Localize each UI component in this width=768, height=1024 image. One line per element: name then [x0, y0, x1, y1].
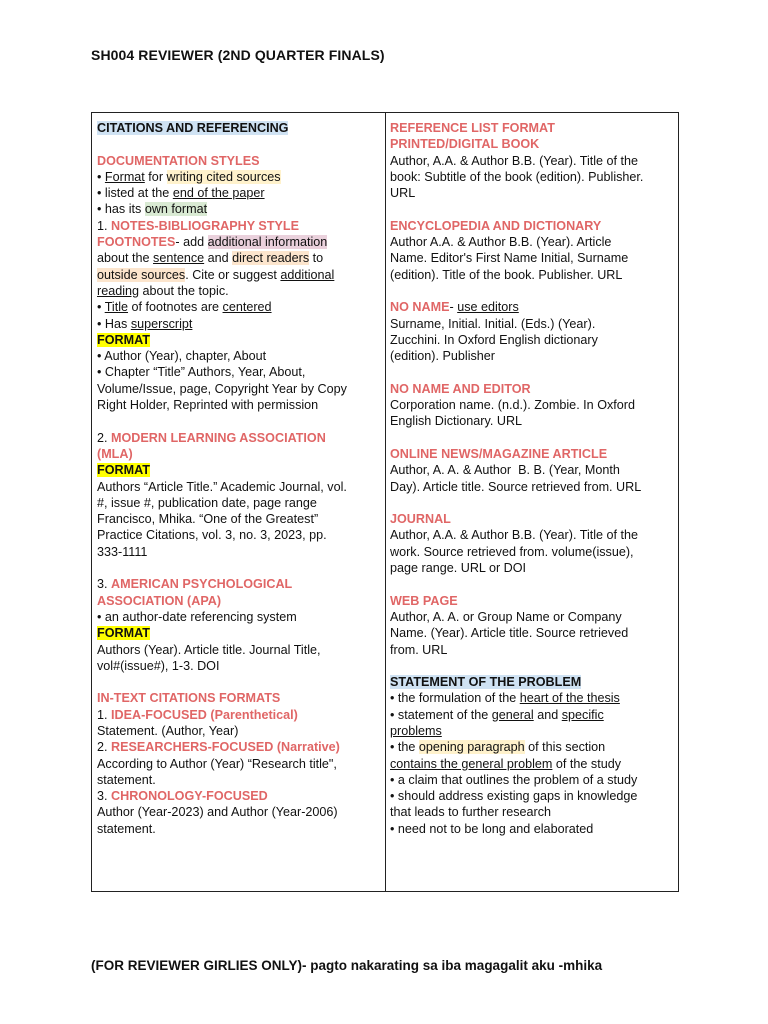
text-line: about the sentence and direct readers to	[97, 251, 324, 266]
section-heading: REFERENCE LIST FORMAT	[390, 121, 555, 135]
text-line: contains the general problem of the study	[390, 756, 622, 771]
text-line: Author, A.A. & Author B.B. (Year). Title of the	[390, 528, 639, 543]
text-line: According to Author (Year) “Research title",	[97, 756, 337, 771]
text-line: Right Holder, Reprinted with permission	[97, 398, 319, 413]
text-line: Authors (Year). Article title. Journal Title,	[97, 642, 321, 657]
text-line: Practice Citations, vol. 3, no. 3, 2023, pp.	[97, 528, 327, 543]
list-item: • Has superscript	[97, 316, 193, 331]
text-line: reading about the topic.	[97, 283, 229, 298]
document-title: SH004 REVIEWER (2ND QUARTER FINALS)	[91, 47, 385, 63]
footer-note: (FOR REVIEWER GIRLIES ONLY)- pagto nakarating sa iba magagalit aku -mhika	[91, 958, 603, 973]
column-divider	[385, 113, 386, 891]
text-line: Francisco, Mhika. “One of the Greatest”	[97, 512, 319, 527]
list-item: • an author-date referencing system	[97, 609, 297, 624]
format-label: FORMAT	[97, 463, 150, 478]
subheading: 1. IDEA-FOCUSED (Parenthetical)	[97, 707, 298, 722]
text-line: English Dictionary. URL	[390, 414, 523, 429]
subheading: NO NAME- use editors	[390, 300, 519, 315]
text-line: Author, A.A. & Author B.B. (Year). Title of the	[390, 153, 639, 168]
text-line: problems	[390, 723, 442, 738]
section-heading: CITATIONS AND REFERENCING	[97, 121, 289, 135]
text-line: from. URL	[390, 642, 448, 657]
list-item: • the opening paragraph of this section	[390, 740, 606, 755]
text-line: book: Subtitle of the book (edition). Publisher.	[390, 169, 644, 184]
list-item: • has its own format	[97, 202, 208, 217]
list-item: • Title of footnotes are centered	[97, 300, 272, 315]
left-column	[97, 120, 383, 837]
list-item: • statement of the general and specific	[390, 707, 604, 722]
text-line: • Author (Year), chapter, About	[97, 349, 267, 364]
text-line: Author, A. A. & Author B. B. (Year, Month	[390, 463, 620, 478]
text-line: statement.	[97, 772, 156, 787]
subheading: 2. RESEARCHERS-FOCUSED (Narrative)	[97, 740, 340, 755]
subheading: ONLINE NEWS/MAGAZINE ARTICLE	[390, 446, 608, 461]
subheading: WEB PAGE	[390, 593, 458, 608]
list-item: • a claim that outlines the problem of a study	[390, 772, 638, 787]
text-line: Authors “Article Title.” Academic Journal, vol.	[97, 479, 347, 494]
text-line: Surname, Initial. Initial. (Eds.) (Year).	[390, 316, 596, 331]
section-heading: IN-TEXT CITATIONS FORMATS	[97, 691, 281, 706]
text-line: Name. (Year). Article title. Source retrieved	[390, 626, 629, 641]
subheading: 1. NOTES-BIBLIOGRAPHY STYLE	[97, 218, 300, 233]
list-item: • should address existing gaps in knowledge	[390, 789, 638, 804]
subheading: 2. MODERN LEARNING ASSOCIATION	[97, 430, 326, 445]
text-line: Statement. (Author, Year)	[97, 723, 239, 738]
list-item: • need not to be long and elaborated	[390, 821, 594, 836]
subheading: PRINTED/DIGITAL BOOK	[390, 137, 540, 152]
list-item: • Format for writing cited sources	[97, 169, 281, 184]
text-line: vol#(issue#), 1-3. DOI	[97, 658, 220, 673]
text-line: work. Source retrieved from. volume(issue),	[390, 544, 634, 559]
format-label: FORMAT	[97, 332, 150, 347]
text-line: page range. URL or DOI	[390, 561, 527, 576]
list-item: • listed at the end of the paper	[97, 186, 265, 201]
text-line: Zucchini. In Oxford English dictionary	[390, 332, 598, 347]
subheading: 3. AMERICAN PSYCHOLOGICAL	[97, 577, 293, 592]
text-line: (edition). Publisher	[390, 349, 495, 364]
section-heading: DOCUMENTATION STYLES	[97, 153, 260, 168]
subheading: (MLA)	[97, 446, 133, 461]
text-line: outside sources. Cite or suggest additional	[97, 267, 335, 282]
right-column	[390, 120, 674, 837]
text-line: FOOTNOTES- add additional information	[97, 235, 328, 250]
subheading: 3. CHRONOLOGY-FOCUSED	[97, 789, 268, 804]
text-line: Author (Year-2023) and Author (Year-2006)	[97, 805, 338, 820]
section-heading: STATEMENT OF THE PROBLEM	[390, 675, 582, 690]
list-item: • the formulation of the heart of the thesis	[390, 691, 620, 706]
subheading: ASSOCIATION (APA)	[97, 593, 222, 608]
text-line: • Chapter “Title” Authors, Year, About,	[97, 365, 306, 380]
text-line: 333-1111	[97, 544, 148, 559]
text-line: (edition). Title of the book. Publisher. URL	[390, 267, 623, 282]
subheading: ENCYCLOPEDIA AND DICTIONARY	[390, 218, 602, 233]
subheading: NO NAME AND EDITOR	[390, 381, 531, 396]
text-line: Name. Editor's First Name Initial, Surname	[390, 251, 629, 266]
text-line: Day). Article title. Source retrieved from. URL	[390, 479, 642, 494]
format-label: FORMAT	[97, 626, 150, 641]
text-line: Corporation name. (n.d.). Zombie. In Oxford	[390, 398, 635, 413]
text-line: that leads to further research	[390, 805, 552, 820]
notes-table	[91, 112, 679, 892]
text-line: statement.	[97, 821, 156, 836]
text-line: URL	[390, 186, 416, 201]
text-line: #, issue #, publication date, page range	[97, 495, 317, 510]
text-line: Volume/Issue, page, Copyright Year by Copy	[97, 381, 347, 396]
subheading: JOURNAL	[390, 512, 451, 527]
text-line: Author, A. A. or Group Name or Company	[390, 609, 622, 624]
text-line: Author A.A. & Author B.B. (Year). Article	[390, 235, 612, 250]
